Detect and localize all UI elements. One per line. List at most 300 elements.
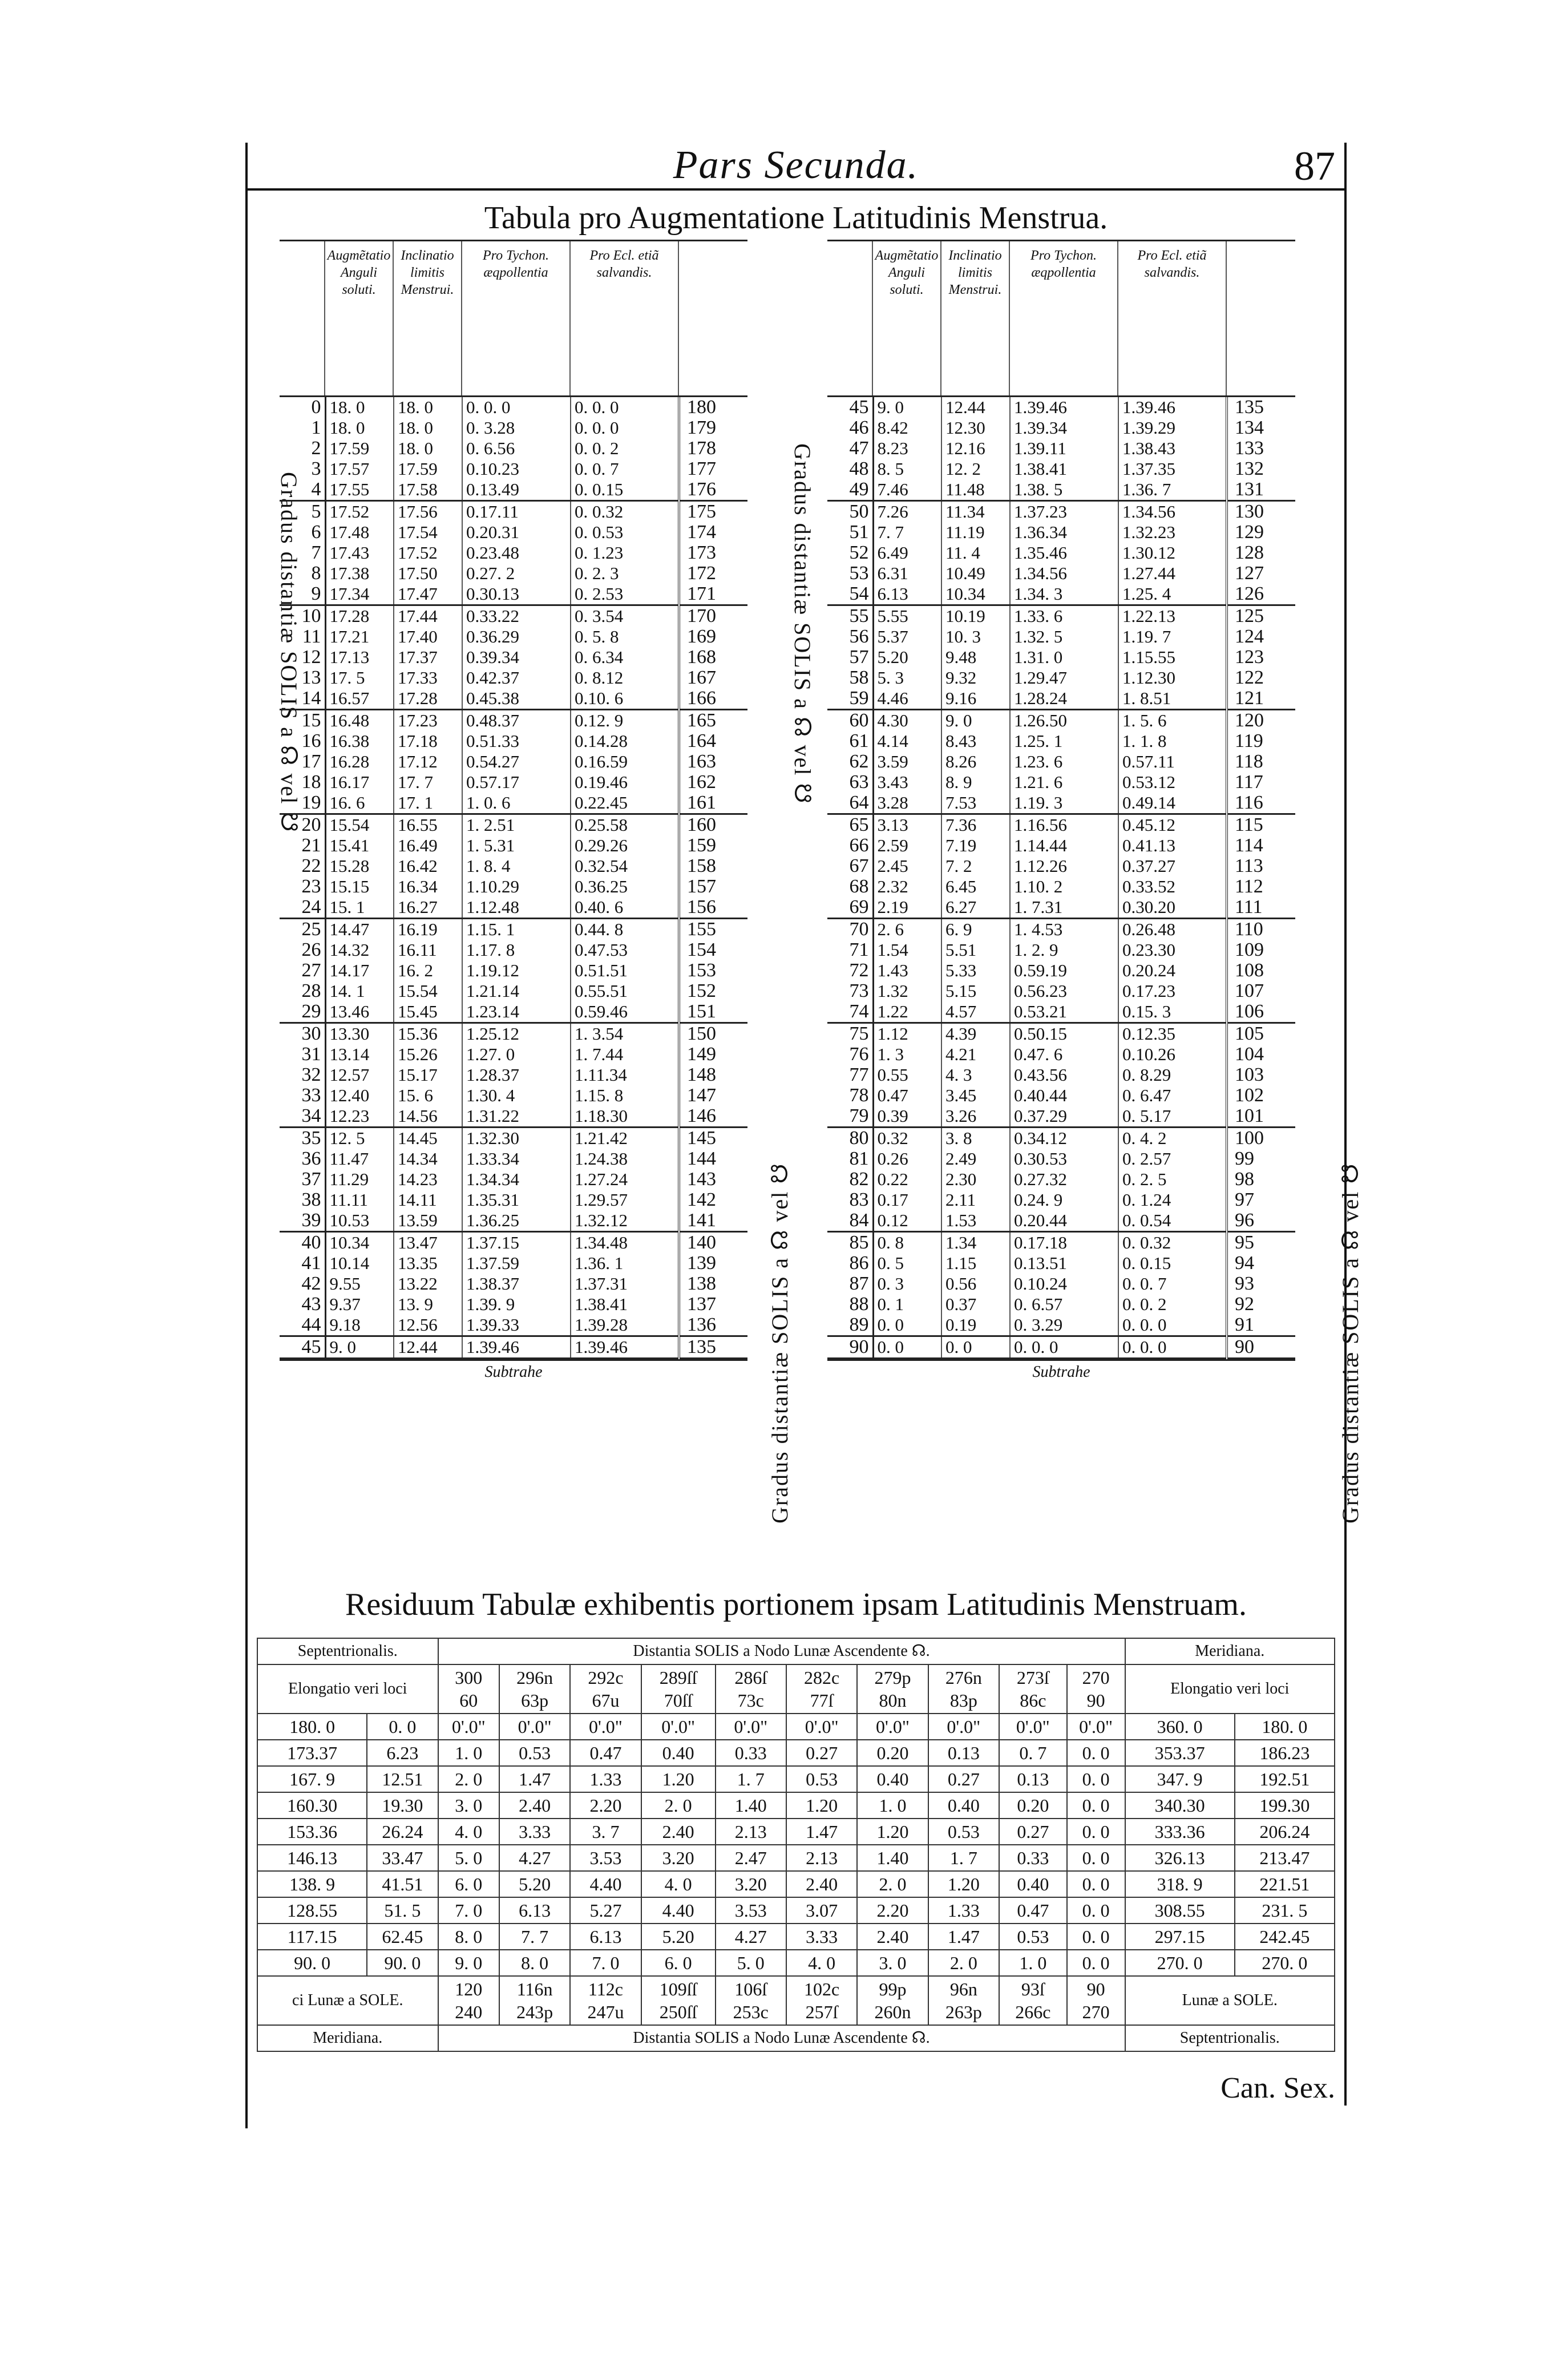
distance-header-top: 273ſ	[1016, 1667, 1049, 1688]
distance-header-cell	[641, 1664, 716, 1714]
tycho-cell: 0.17.11	[462, 501, 571, 523]
table-row	[827, 1232, 1295, 1254]
complement-degree-cell: 148	[679, 1065, 747, 1085]
table-row	[827, 688, 1295, 710]
tycho-cell: 0.50.15	[1010, 1023, 1118, 1045]
degree-cell: 29	[280, 1001, 325, 1023]
residuum-cell: 9. 0	[438, 1950, 499, 1976]
tycho-cell: 1.23.14	[462, 1001, 571, 1023]
degree-cell: 61	[827, 731, 873, 751]
left-column-headers	[280, 240, 747, 397]
augmentatio-cell: 9.18	[325, 1315, 394, 1336]
inclinatio-cell: 10. 3	[941, 627, 1010, 647]
residuum-cell: 0. 0	[1067, 1871, 1125, 1897]
residuum-cell: 0.27	[786, 1740, 857, 1766]
ecl-cell: 0. 0. 7	[571, 459, 679, 479]
table-row	[257, 1845, 1335, 1871]
residuum-cell: 41.51	[367, 1871, 438, 1897]
inclinatio-cell: 12.30	[941, 418, 1010, 438]
complement-degree-cell: 168	[679, 647, 747, 668]
inclinatio-cell: 13. 9	[394, 1294, 462, 1315]
inclinatio-cell: 15. 6	[394, 1085, 462, 1106]
septentrionalis-label: Septentrionalis.	[257, 1638, 438, 1664]
distance-header-cell	[499, 1976, 570, 2025]
ecl-cell: 0. 0.32	[1118, 1232, 1227, 1254]
residuum-cell: 90. 0	[367, 1950, 438, 1976]
table-row	[257, 1871, 1335, 1897]
residuum-cell: 4. 0	[786, 1950, 857, 1976]
distance-header-bottom: 240	[455, 2002, 483, 2022]
tycho-cell: 0.27.32	[1010, 1169, 1118, 1190]
augmentatio-cell: 18. 0	[325, 397, 394, 418]
table-row	[280, 647, 747, 668]
ecl-cell: 0.19.46	[571, 772, 679, 793]
augmentatio-cell: 2. 6	[873, 919, 941, 940]
ecl-cell: 0.29.26	[571, 835, 679, 856]
augmentatio-cell: 17.57	[325, 459, 394, 479]
degree-cell: 60	[827, 710, 873, 732]
augmentatio-cell: 17.38	[325, 563, 394, 584]
tycho-cell: 0.39.34	[462, 647, 571, 668]
table-row	[827, 1253, 1295, 1274]
degree-cell: 13	[280, 668, 325, 688]
tycho-cell: 1.12.48	[462, 897, 571, 919]
table-row	[827, 897, 1295, 919]
inclinatio-cell: 16.19	[394, 919, 462, 940]
augmentatio-cell: 16.17	[325, 772, 394, 793]
tycho-cell: 1.38. 5	[1010, 479, 1118, 501]
distance-header-cell	[857, 1664, 928, 1714]
complement-degree-cell: 166	[679, 688, 747, 710]
residuum-cell: 213.47	[1235, 1845, 1335, 1871]
ecl-cell: 1.36. 1	[571, 1253, 679, 1274]
residuum-cell: 199.30	[1235, 1792, 1335, 1819]
inclinatio-cell: 15.36	[394, 1023, 462, 1045]
degree-cell: 77	[827, 1065, 873, 1085]
inclinatio-cell: 6.27	[941, 897, 1010, 919]
residuum-cell: 206.24	[1235, 1819, 1335, 1845]
augmentatio-cell: 17.43	[325, 543, 394, 563]
inclinatio-cell: 16.27	[394, 897, 462, 919]
table-row	[827, 1106, 1295, 1128]
residuum-cell: 3.20	[641, 1845, 716, 1871]
table-row	[280, 1294, 747, 1315]
tycho-cell: 0.30.13	[462, 584, 571, 605]
table-row	[280, 876, 747, 897]
inclinatio-cell: 14.56	[394, 1106, 462, 1128]
complement-degree-cell: 95	[1227, 1232, 1295, 1254]
table-row	[280, 1274, 747, 1294]
augmentatio-cell: 0. 5	[873, 1253, 941, 1274]
complement-degree-cell: 127	[1227, 563, 1295, 584]
tycho-cell: 1.36.25	[462, 1210, 571, 1232]
augmentatio-cell: 9.37	[325, 1294, 394, 1315]
complement-degree-cell: 136	[679, 1315, 747, 1336]
table-row	[827, 1210, 1295, 1232]
degree-cell: 70	[827, 919, 873, 940]
residuum-cell: 2.20	[570, 1792, 641, 1819]
ecl-cell: 1.37.35	[1118, 459, 1227, 479]
ecl-cell: 1.19. 7	[1118, 627, 1227, 647]
complement-degree-cell: 90	[1227, 1336, 1295, 1359]
inclinatio-cell: 17.18	[394, 731, 462, 751]
inclinatio-cell: 17. 1	[394, 793, 462, 814]
complement-header-right	[1227, 241, 1295, 395]
tycho-cell: 0.56.23	[1010, 981, 1118, 1001]
tycho-cell: 1.33.34	[462, 1149, 571, 1169]
degree-cell: 82	[827, 1169, 873, 1190]
table-row	[827, 772, 1295, 793]
running-title: Pars Secunda.	[673, 143, 919, 187]
tycho-cell: 1.25. 1	[1010, 731, 1118, 751]
ecl-cell: 0.55.51	[571, 981, 679, 1001]
complement-degree-cell: 142	[679, 1190, 747, 1210]
degree-cell: 33	[280, 1085, 325, 1106]
inclinatio-cell: 15.45	[394, 1001, 462, 1023]
tycho-cell: 1.12.26	[1010, 856, 1118, 876]
ecl-cell: 1.15.55	[1118, 647, 1227, 668]
table-row	[280, 981, 747, 1001]
table-row	[827, 1065, 1295, 1085]
ecl-cell: 0.32.54	[571, 856, 679, 876]
augmentatio-cell: 18. 0	[325, 418, 394, 438]
tycho-cell: 1.31. 0	[1010, 647, 1118, 668]
residuum-cell: 2.13	[786, 1845, 857, 1871]
inclinatio-cell: 17.58	[394, 479, 462, 501]
lunae-sole-left-label: ci Lunæ a SOLE.	[257, 1976, 438, 2025]
tycho-cell: 1.39.33	[462, 1315, 571, 1336]
augmentatio-cell: 0.12	[873, 1210, 941, 1232]
degree-header-right	[827, 241, 873, 395]
complement-degree-cell: 119	[1227, 731, 1295, 751]
septentrionalis-bottom-label: Septentrionalis.	[1125, 2025, 1335, 2051]
inclinatio-cell: 7.36	[941, 814, 1010, 836]
tycho-cell: 0. 6.57	[1010, 1294, 1118, 1315]
inclinatio-cell: 17.59	[394, 459, 462, 479]
degree-cell: 88	[827, 1294, 873, 1315]
inclinatio-cell: 7.53	[941, 793, 1010, 814]
augmentatio-cell: 7.26	[873, 501, 941, 523]
inclinatio-cell: 11.34	[941, 501, 1010, 523]
table-row	[827, 751, 1295, 772]
inclinatio-cell: 11. 4	[941, 543, 1010, 563]
augmentatio-cell: 5.20	[873, 647, 941, 668]
residuum-cell: 360. 0	[1125, 1714, 1235, 1740]
tycho-cell: 0.40.44	[1010, 1085, 1118, 1106]
ecl-cell: 1. 5. 6	[1118, 710, 1227, 732]
distance-header-cell	[570, 1664, 641, 1714]
ecl-cell: 0. 2.53	[571, 584, 679, 605]
inclinatio-cell: 9.48	[941, 647, 1010, 668]
table-row	[827, 919, 1295, 940]
table-row	[827, 584, 1295, 605]
table-row	[257, 1924, 1335, 1950]
table-row	[280, 459, 747, 479]
table-row	[827, 397, 1295, 418]
augmentatio-cell: 2.45	[873, 856, 941, 876]
degree-cell: 26	[280, 940, 325, 960]
residuum-cell: 1. 7	[716, 1766, 786, 1792]
inclinatio-cell: 16.34	[394, 876, 462, 897]
residuum-cell: 180. 0	[1235, 1714, 1335, 1740]
distance-header-cell	[1067, 1664, 1125, 1714]
augmentatio-cell: 1.12	[873, 1023, 941, 1045]
residuum-cell: 62.45	[367, 1924, 438, 1950]
augmentatio-cell: 16.48	[325, 710, 394, 732]
tycho-cell: 1. 2.51	[462, 814, 571, 836]
tycho-cell: 1.34.56	[1010, 563, 1118, 584]
augmentatio-cell: 0. 0	[873, 1315, 941, 1336]
table-row	[280, 710, 747, 732]
residuum-cell: 8. 0	[438, 1924, 499, 1950]
tycho-cell: 0.10.23	[462, 459, 571, 479]
distance-header-top: 286ſ	[734, 1667, 767, 1688]
inclinatio-cell: 6. 9	[941, 919, 1010, 940]
augmentatio-cell: 2.59	[873, 835, 941, 856]
ecl-cell: 0.57.11	[1118, 751, 1227, 772]
degree-cell: 1	[280, 418, 325, 438]
tycho-cell: 1.27. 0	[462, 1044, 571, 1065]
tycho-cell: 1.37.23	[1010, 501, 1118, 523]
side-label-middle-lower: Gradus distantiæ SOLIS a ☊ vel ☋	[766, 1162, 793, 1524]
table-row	[280, 919, 747, 940]
degree-cell: 84	[827, 1210, 873, 1232]
ecl-cell: 0. 2.57	[1118, 1149, 1227, 1169]
inclinatio-cell: 18. 0	[394, 397, 462, 418]
residuum-cell: 1.20	[641, 1766, 716, 1792]
tycho-cell: 0.53.21	[1010, 1001, 1118, 1023]
table-row	[280, 1253, 747, 1274]
augmentatio-cell: 16.38	[325, 731, 394, 751]
table-row	[257, 1740, 1335, 1766]
table-row	[280, 1336, 747, 1359]
degree-cell: 31	[280, 1044, 325, 1065]
augmentatio-cell: 16. 6	[325, 793, 394, 814]
residuum-cell: 7. 0	[438, 1897, 499, 1924]
distance-header-cell	[499, 1664, 570, 1714]
tycho-cell: 0. 3.28	[462, 418, 571, 438]
table-row	[280, 897, 747, 919]
residuum-cell: 0'.0"	[1067, 1714, 1125, 1740]
tycho-cell: 0.37.29	[1010, 1106, 1118, 1128]
ecl-cell: 0.53.12	[1118, 772, 1227, 793]
ecl-cell: 0. 0. 2	[571, 438, 679, 459]
degree-cell: 3	[280, 459, 325, 479]
distance-header-top: 90	[1086, 1979, 1105, 1999]
table-row	[257, 1792, 1335, 1819]
ecl-cell: 0. 0.32	[571, 501, 679, 523]
ecl-cell: 0.26.48	[1118, 919, 1227, 940]
complement-degree-cell: 117	[1227, 772, 1295, 793]
degree-cell: 50	[827, 501, 873, 523]
distance-header-cell	[716, 1976, 786, 2025]
complement-degree-cell: 106	[1227, 1001, 1295, 1023]
ecl-cell: 0.23.30	[1118, 940, 1227, 960]
distance-header-cell	[928, 1664, 999, 1714]
table-row	[280, 1023, 747, 1045]
complement-degree-cell: 110	[1227, 919, 1295, 940]
inclinatio-cell: 8.26	[941, 751, 1010, 772]
table-row	[257, 1897, 1335, 1924]
inclinatio-cell: 5.33	[941, 960, 1010, 981]
table-row	[280, 438, 747, 459]
table-row	[827, 1001, 1295, 1023]
inclinatio-cell: 13.59	[394, 1210, 462, 1232]
tycho-cell: 1. 5.31	[462, 835, 571, 856]
inclinatio-cell: 17.12	[394, 751, 462, 772]
residuum-cell: 3. 0	[857, 1950, 928, 1976]
residuum-cell: 0.40	[999, 1871, 1067, 1897]
inclinatio-cell: 7.19	[941, 835, 1010, 856]
table-row	[827, 543, 1295, 563]
degree-cell: 19	[280, 793, 325, 814]
residuum-cell: 0. 0	[1067, 1766, 1125, 1792]
complement-degree-cell: 123	[1227, 647, 1295, 668]
residuum-cell: 6. 0	[438, 1871, 499, 1897]
inclinatio-cell: 2.30	[941, 1169, 1010, 1190]
ecl-cell: 0. 4. 2	[1118, 1128, 1227, 1149]
ecl-cell: 1.25. 4	[1118, 584, 1227, 605]
table-row	[257, 1819, 1335, 1845]
ecl-cell: 0. 1.23	[571, 543, 679, 563]
residuum-cell: 0'.0"	[716, 1714, 786, 1740]
residuum-cell: 340.30	[1125, 1792, 1235, 1819]
inclinatio-cell: 8. 9	[941, 772, 1010, 793]
residuum-cell: 0'.0"	[928, 1714, 999, 1740]
complement-degree-cell: 114	[1227, 835, 1295, 856]
ecl-cell: 1. 7.44	[571, 1044, 679, 1065]
complement-degree-cell: 160	[679, 814, 747, 836]
ecl-cell: 1.21.42	[571, 1128, 679, 1149]
complement-degree-cell: 147	[679, 1085, 747, 1106]
complement-degree-cell: 177	[679, 459, 747, 479]
tycho-cell: 1. 2. 9	[1010, 940, 1118, 960]
distance-header-bottom: 270	[1082, 2002, 1110, 2022]
distance-header-cell	[641, 1976, 716, 2025]
table-row	[827, 647, 1295, 668]
augmentatio-cell: 3.28	[873, 793, 941, 814]
residuum-cell: 12.51	[367, 1766, 438, 1792]
table-row	[827, 563, 1295, 584]
tycho-cell: 1.37.59	[462, 1253, 571, 1274]
table-row	[827, 627, 1295, 647]
inclinatio-cell: 17.40	[394, 627, 462, 647]
residuum-cell: 2.40	[499, 1792, 570, 1819]
degree-cell: 73	[827, 981, 873, 1001]
inclinatio-cell: 13.22	[394, 1274, 462, 1294]
degree-cell: 65	[827, 814, 873, 836]
degree-cell: 37	[280, 1169, 325, 1190]
tycho-cell: 0.30.53	[1010, 1149, 1118, 1169]
ecl-cell: 0.40. 6	[571, 897, 679, 919]
distance-header-top: 102c	[804, 1979, 840, 1999]
table-row	[827, 418, 1295, 438]
table-row	[827, 981, 1295, 1001]
ecl-cell: 0. 0.54	[1118, 1210, 1227, 1232]
degree-cell: 28	[280, 981, 325, 1001]
residuum-cell: 5. 0	[438, 1845, 499, 1871]
residuum-cell: 0.13	[928, 1740, 999, 1766]
complement-degree-cell: 150	[679, 1023, 747, 1045]
augmentatio-cell: 0.32	[873, 1128, 941, 1149]
ecl-cell: 1.38.41	[571, 1294, 679, 1315]
side-label-left: Gradus distantiæ SOLIS a ☊ vel ☋	[276, 472, 302, 833]
tycho-cell: 1.21.14	[462, 981, 571, 1001]
augmentatio-cell: 11.47	[325, 1149, 394, 1169]
residuum-cell: 2.13	[716, 1819, 786, 1845]
residuum-cell: 1. 0	[999, 1950, 1067, 1976]
distance-header-cell	[786, 1976, 857, 2025]
distance-header-cell	[1067, 1976, 1125, 2025]
tycho-cell: 0.42.37	[462, 668, 571, 688]
inclinatio-cell: 17.37	[394, 647, 462, 668]
residuum-cell: 1.40	[716, 1792, 786, 1819]
degree-cell: 23	[280, 876, 325, 897]
table-row	[257, 1950, 1335, 1976]
inclinatio-cell: 18. 0	[394, 438, 462, 459]
tycho-cell: 1.33. 6	[1010, 605, 1118, 627]
degree-cell: 17	[280, 751, 325, 772]
degree-cell: 45	[827, 397, 873, 418]
residuum-cell: 0.27	[999, 1819, 1067, 1845]
tycho-cell: 1.28.37	[462, 1065, 571, 1085]
distance-header-bottom: 70ſſ	[664, 1690, 693, 1711]
distance-header-cell	[716, 1664, 786, 1714]
augmentatio-cell: 16.28	[325, 751, 394, 772]
degree-cell: 58	[827, 668, 873, 688]
residuum-cell: 1.33	[928, 1897, 999, 1924]
augmentatio-cell: 1.54	[873, 940, 941, 960]
complement-degree-cell: 138	[679, 1274, 747, 1294]
degree-cell: 7	[280, 543, 325, 563]
complement-degree-cell: 139	[679, 1253, 747, 1274]
ecl-cell: 1.39.46	[571, 1336, 679, 1359]
tycho-cell: 1.39.46	[1010, 397, 1118, 418]
tycho-cell: 1. 0. 6	[462, 793, 571, 814]
table-row	[827, 1085, 1295, 1106]
tycho-cell: 0.59.19	[1010, 960, 1118, 981]
ecl-cell: 1.18.30	[571, 1106, 679, 1128]
inclinatio-cell: 17.56	[394, 501, 462, 523]
complement-degree-cell: 164	[679, 731, 747, 751]
residuum-cell: 1.20	[786, 1792, 857, 1819]
complement-degree-cell: 93	[1227, 1274, 1295, 1294]
degree-cell: 2	[280, 438, 325, 459]
ecl-cell: 0. 3.54	[571, 605, 679, 627]
degree-cell: 8	[280, 563, 325, 584]
inclinatio-cell: 16.42	[394, 856, 462, 876]
tycho-cell: 1.35.31	[462, 1190, 571, 1210]
degree-cell: 5	[280, 501, 325, 523]
tycho-cell: 0.48.37	[462, 710, 571, 732]
distance-header-top: 99p	[879, 1979, 907, 1999]
degree-cell: 56	[827, 627, 873, 647]
residuum-cell: 0.20	[857, 1740, 928, 1766]
augmentatio-cell: 17.48	[325, 522, 394, 543]
ecl-cell: 1.11.34	[571, 1065, 679, 1085]
complement-degree-cell: 104	[1227, 1044, 1295, 1065]
tycho-cell: 0.43.56	[1010, 1065, 1118, 1085]
inclinatio-cell: 12.44	[394, 1336, 462, 1359]
degree-cell: 42	[280, 1274, 325, 1294]
inclinatio-cell: 5.15	[941, 981, 1010, 1001]
degree-cell: 4	[280, 479, 325, 501]
tycho-cell: 0.45.38	[462, 688, 571, 710]
complement-degree-cell: 99	[1227, 1149, 1295, 1169]
elongatio-right-label: Elongatio veri loci	[1125, 1664, 1335, 1714]
residuum-cell: 0. 0	[1067, 1924, 1125, 1950]
degree-cell: 52	[827, 543, 873, 563]
